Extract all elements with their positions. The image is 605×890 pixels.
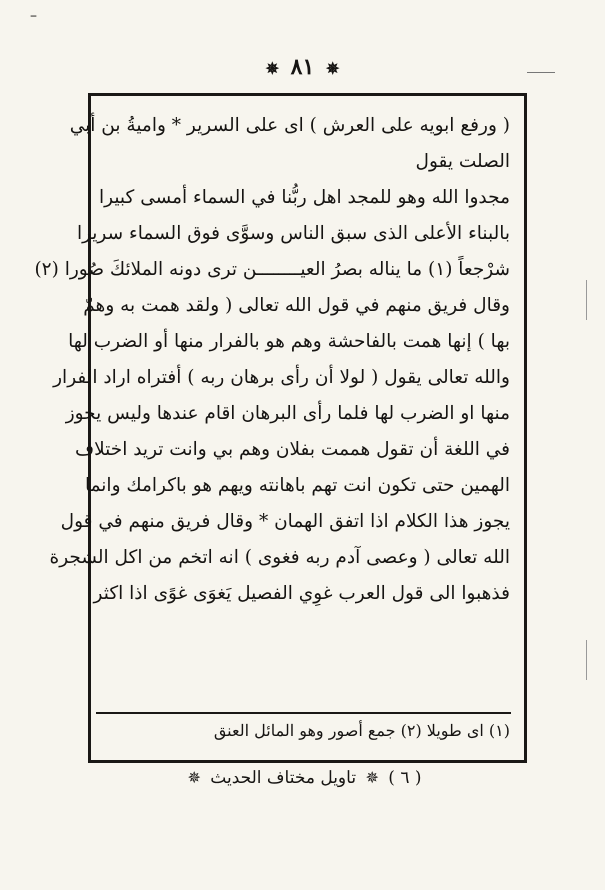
verse-second-hemistich: ـن ترى دونه الملائكَ صُورا (٢) [34,259,263,280]
text-line: ( ورفع ابويه على العرش ) اى على السرير * واميةُ بن أبي [69,115,510,136]
margin-tick [586,280,587,320]
verse-first-hemistich: شرْجعاً (١) ما يناله بصرُ العيـــــــ [262,259,510,280]
ornament-icon: ✵ [187,768,201,787]
verse-second-hemistich: ربُّنا في السماء أمسى كبيرا [99,187,307,208]
text-line: يجوز هذا الكلام اذا اتفق الهمان * وقال فريق منهم في قول [60,511,510,532]
text-line: والله تعالى يقول ( لولا أن رأى برهان ربه ) أفتراه اراد الفرار [53,367,510,388]
text-line: وقال فريق منهم في قول الله تعالى ( ولقد همت به وهمّ [83,295,510,316]
verse-second-hemistich: س وسوَّى فوق السماء سريرا [76,223,303,244]
text-line: الهمين حتى تكون انت تهم باهانته ويهم هو باكرامك وانما [84,475,510,496]
ornament-icon: ✵ [365,768,379,787]
poem-verse [76,216,510,252]
margin-tick [586,640,587,680]
text-line: منها او الضرب لها فلما رأى البرهان اقام عندها وليس يجوز [65,403,510,424]
book-title: تاويل مختاف الحديث [210,768,357,788]
signature-number: ( ٦ ) [388,768,422,788]
footnote-divider [96,712,511,714]
ornament-icon: ✵ [265,59,279,78]
page-number [0,54,605,80]
main-text [34,108,510,612]
verse-first-hemistich: مجدوا الله وهو للمجد اهل [312,187,510,208]
text-line: الله تعالى ( وعصى آدم ربه فغوى ) انه اتخم من اكل الشجرة [49,547,510,568]
margin-mark: – [30,8,37,24]
verse-first-hemistich: بالبناء الأعلى الذى سبق النا [302,223,510,244]
page-number-value: ٨١ [290,54,315,80]
footnotes: (١) اى طويلا (٢) جمع أصور وهو المائل العنق [213,721,510,740]
text-line: الصلت يقول [415,151,510,172]
poem-verse [99,180,510,216]
page-footer [0,768,605,788]
poem-verse [34,252,510,288]
ornament-icon: ✵ [325,59,340,78]
text-line: فذهبوا الى قول العرب غوِي الفصيل يَغوَى غوًى اذا اكثر [93,583,510,604]
text-line: في اللغة أن تقول هممت بفلان وهم بي وانت تريد اختلاف [74,439,510,460]
text-line: بها ) إنها همت بالفاحشة وهم هو بالفرار منها أو الضرب لها [68,331,510,352]
